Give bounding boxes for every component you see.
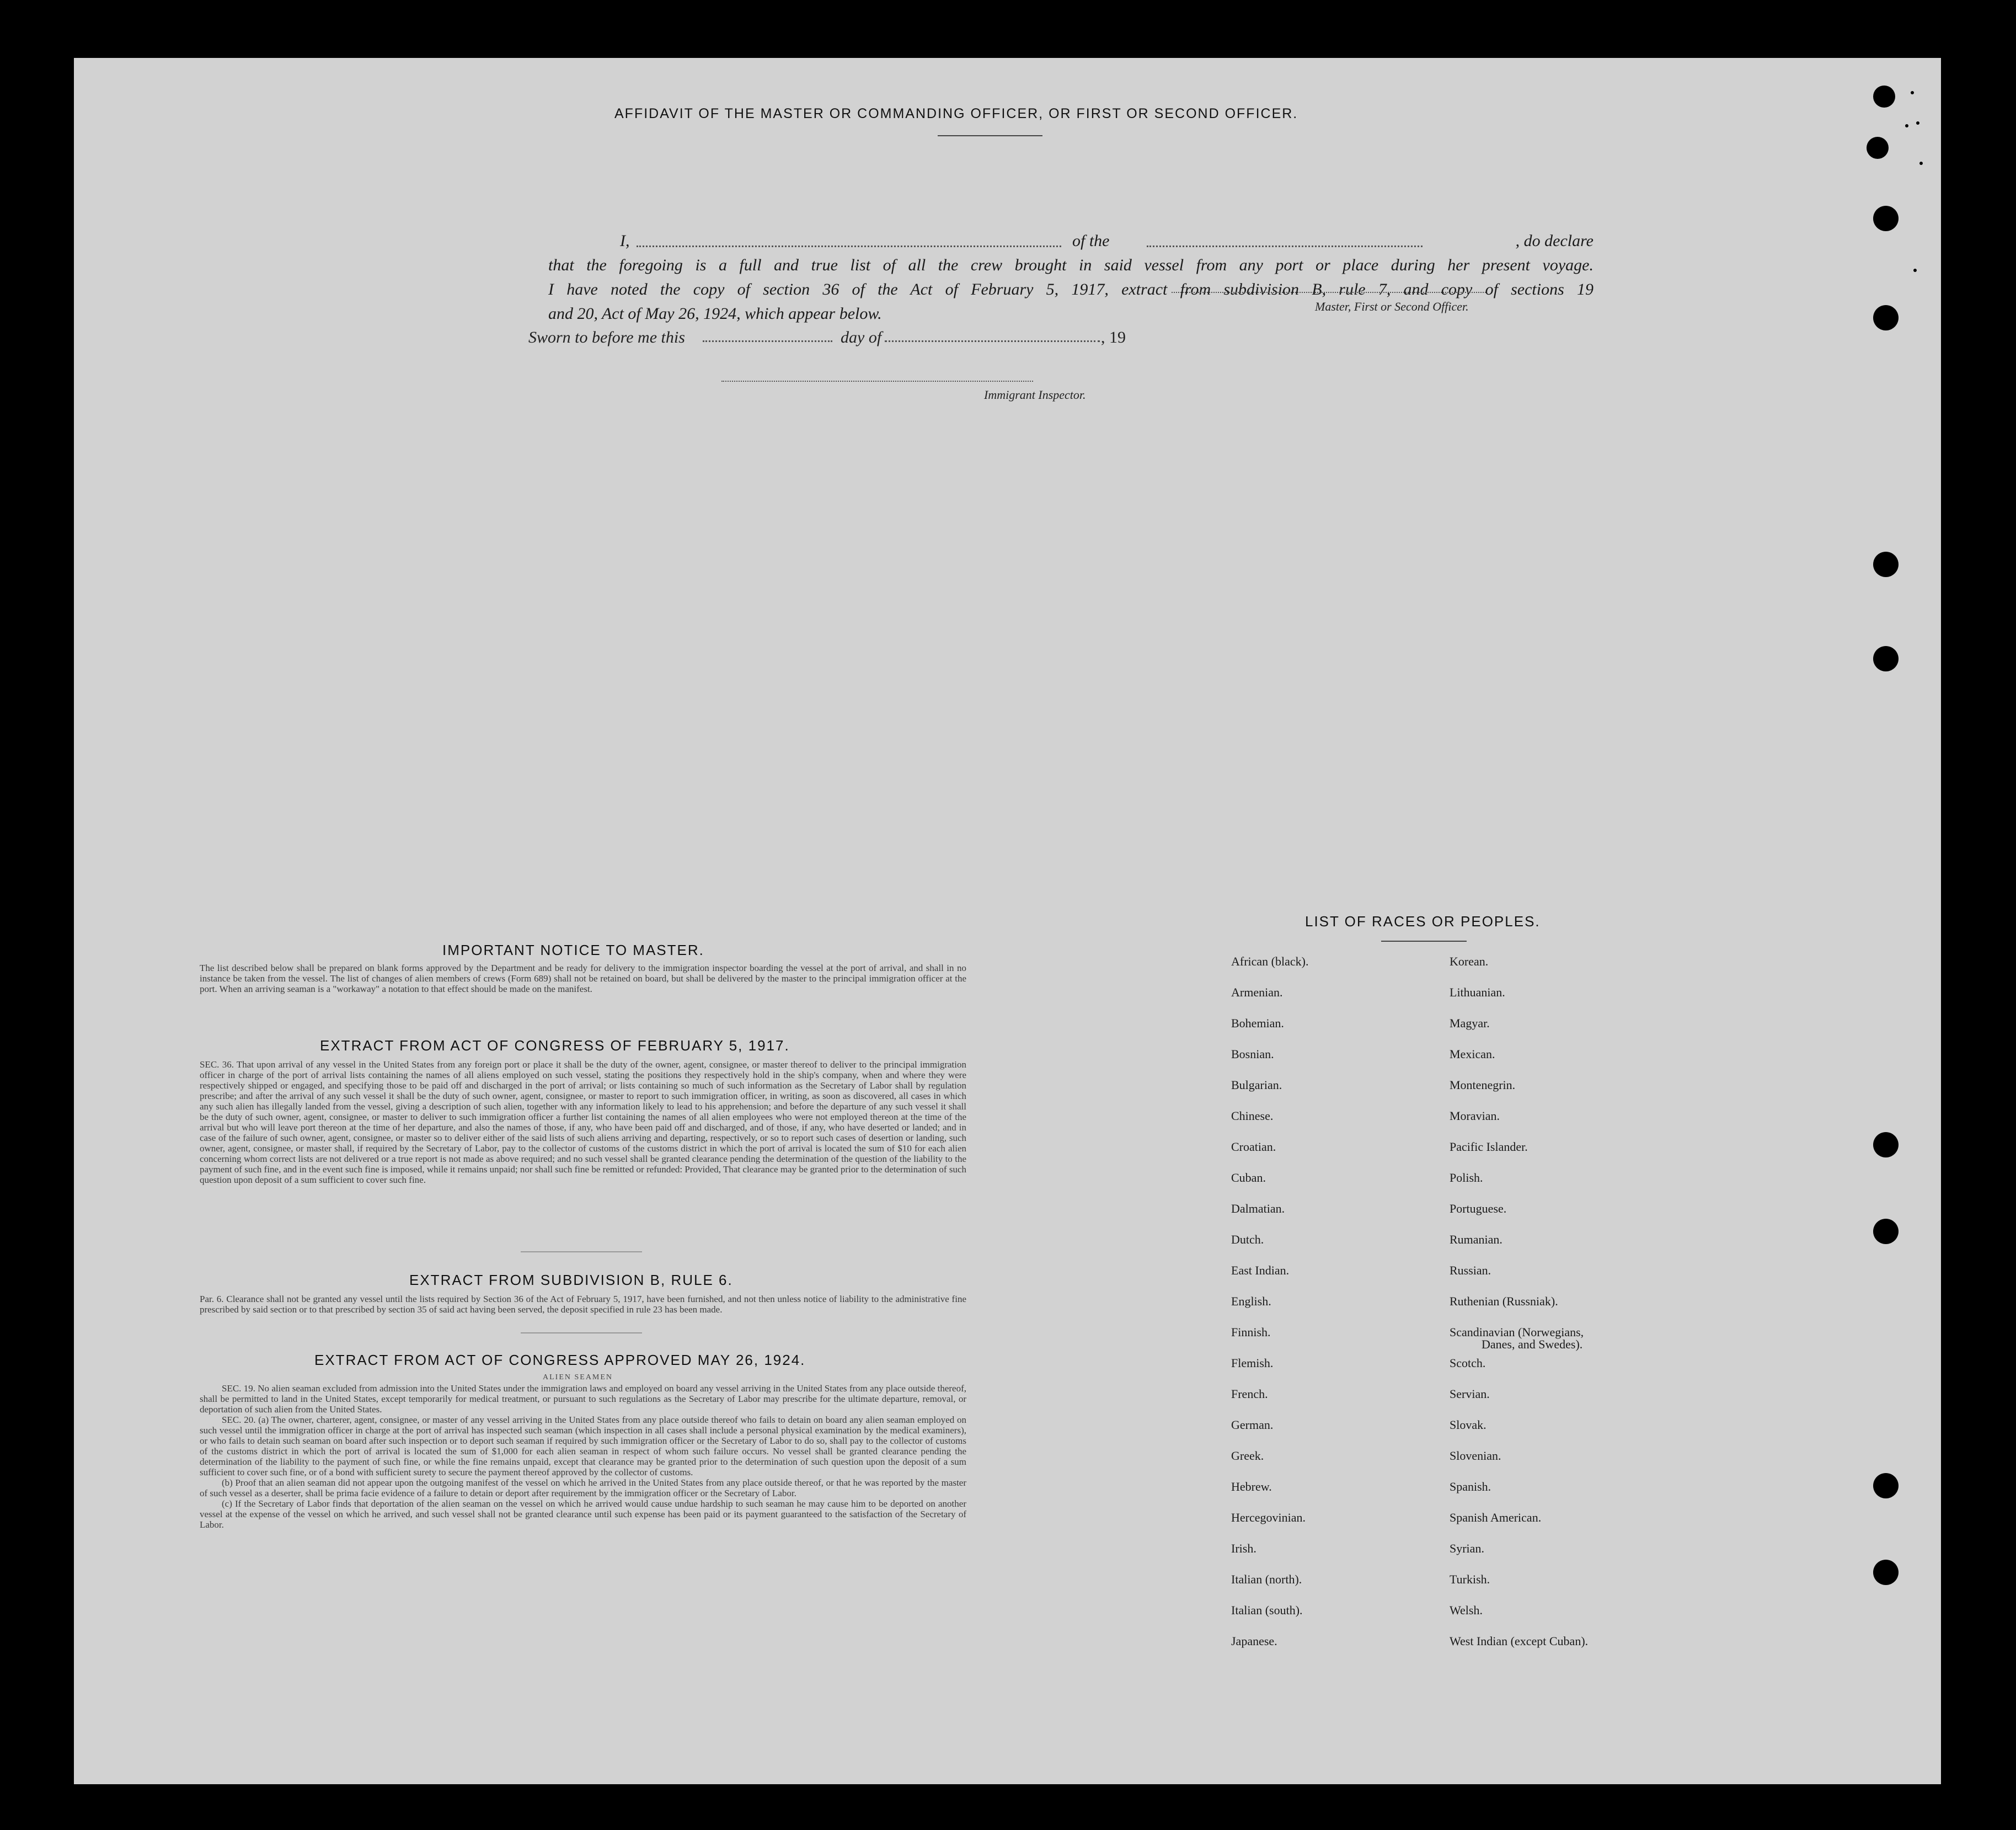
section-divider bbox=[521, 1251, 642, 1252]
affidavit-title: AFFIDAVIT OF THE MASTER OR COMMANDING OFFICER, OR FIRST OR SECOND OFFICER. bbox=[614, 106, 1298, 121]
sworn-day-blank bbox=[703, 340, 832, 342]
title-divider bbox=[938, 135, 1042, 136]
race-item: Magyar. bbox=[1450, 1016, 1490, 1030]
race-item: Danes, and Swedes). bbox=[1482, 1337, 1583, 1351]
i-label: I, bbox=[620, 232, 630, 250]
sec20b-text: (b) Proof that an alien seaman did not appear upon the outgoing manifest of the vessel on which he arrived in the United States from any place outside thereof, or that he was reported by the master of such vessel as a deserter, shall be prima facie evidence of a failure to detain or deport after requirement by the immigration officer or the Secretary of Labor. bbox=[200, 1477, 966, 1498]
master-signature-caption: Master, First or Second Officer. bbox=[1315, 300, 1469, 313]
race-item: Slovenian. bbox=[1450, 1449, 1501, 1463]
race-item: German. bbox=[1231, 1418, 1274, 1432]
race-item: Spanish American. bbox=[1450, 1511, 1542, 1524]
punch-hole bbox=[1873, 1473, 1899, 1498]
sec20a-text: SEC. 20. (a) The owner, charterer, agent, consignee, or master of any vessel arriving in the United States from any place outside thereof who fails to detain on board any alien seaman employed on such vessel until the immigration officer in charge at the port of arrival has inspected such seaman (which inspection in all cases shall include a personal physical examination by the medical examiners), or who fails to detain such seaman on board after such inspection or to deport such seaman if required by such immigration officer or the Secretary of Labor to do so, shall pay to the collector of customs of the customs district in which the port of arrival is located the sum of $1,000 for each alien seaman in respect of whom such failure occurs. No vessel shall be granted clearance pending the determination of the liability to the payment of such fine, or while the fine remains unpaid, except that clearance may be granted prior to the determination of such question upon the deposit of a sum sufficient to cover such fine, or of a bond with sufficient surety to secure the payment thereof approved by the collector of customs. bbox=[200, 1415, 966, 1477]
race-item: Dalmatian. bbox=[1231, 1202, 1285, 1215]
race-item: Bulgarian. bbox=[1231, 1078, 1282, 1092]
races-title: LIST OF RACES OR PEOPLES. bbox=[1305, 913, 1541, 930]
race-item: Pacific Islander. bbox=[1450, 1140, 1528, 1154]
race-item: Polish. bbox=[1450, 1171, 1483, 1185]
sec20c-text: (c) If the Secretary of Labor finds that deportation of the alien seaman on the vessel on which he arrived would cause undue hardship to such seaman he may cause him to be deported on another vessel at the expense of the vessel on which he arrived, and such vessel shall not be granted clearance until such expense has been paid or its payment guaranteed to the satisfaction of the Secretary of Labor. bbox=[200, 1498, 966, 1530]
section-divider-2 bbox=[521, 1332, 642, 1333]
race-item: French. bbox=[1231, 1387, 1268, 1401]
sec19-text: SEC. 19. No alien seaman excluded from admission into the United States under the immigration laws and employed on board any vessel arriving in the United States from any place outside thereof, shall be permitted to land in the United States, except temporarily for medical treatment, or pursuant to such regulations as the Secretary of Labor may prescribe for the ultimate departure, removal, or deportation of such alien from the United States. bbox=[200, 1383, 966, 1415]
race-item: Korean. bbox=[1450, 954, 1489, 968]
race-item: Turkish. bbox=[1450, 1572, 1490, 1586]
day-of-label: day of bbox=[841, 328, 882, 346]
speck bbox=[1911, 91, 1914, 94]
race-item: Spanish. bbox=[1450, 1480, 1491, 1493]
notice-title: IMPORTANT NOTICE TO MASTER. bbox=[442, 942, 704, 958]
race-item: Scandinavian (Norwegians, bbox=[1450, 1325, 1584, 1339]
race-item: Servian. bbox=[1450, 1387, 1490, 1401]
affidavit-line-2: that the foregoing is a full and true list of all the crew brought in said vessel from any port or place during her present voyage. bbox=[548, 256, 1593, 274]
rule6-title: EXTRACT FROM SUBDIVISION B, RULE 6. bbox=[409, 1272, 733, 1288]
vessel-blank bbox=[1147, 246, 1423, 247]
speck bbox=[1919, 162, 1923, 165]
race-item: African (black). bbox=[1231, 954, 1309, 968]
sworn-label: Sworn to before me this bbox=[528, 328, 685, 346]
punch-hole bbox=[1873, 86, 1895, 108]
race-item: Hercegovinian. bbox=[1231, 1511, 1306, 1524]
race-item: Finnish. bbox=[1231, 1325, 1271, 1339]
punch-hole bbox=[1873, 206, 1899, 231]
race-item: Montenegrin. bbox=[1450, 1078, 1516, 1092]
alien-seamen-subtitle: ALIEN SEAMEN bbox=[543, 1373, 613, 1381]
speck bbox=[1905, 124, 1908, 127]
declare-line bbox=[548, 229, 1593, 253]
race-item: Japanese. bbox=[1231, 1634, 1277, 1648]
race-item: Cuban. bbox=[1231, 1171, 1266, 1185]
declare-label: , do declare bbox=[1515, 232, 1593, 250]
race-item: Italian (south). bbox=[1231, 1603, 1303, 1617]
race-item: Croatian. bbox=[1231, 1140, 1276, 1154]
affidavit-line-3: I have noted the copy of section 36 of the Act of February 5, 1917, extract from subdivision B, rule 7, and copy of sections 19 bbox=[548, 280, 1593, 298]
race-item: West Indian (except Cuban). bbox=[1450, 1634, 1589, 1648]
year-label: , 19 bbox=[1101, 328, 1126, 346]
race-item: Dutch. bbox=[1231, 1233, 1264, 1246]
punch-hole bbox=[1873, 1219, 1899, 1244]
race-item: English. bbox=[1231, 1294, 1271, 1308]
race-item: Irish. bbox=[1231, 1541, 1256, 1555]
punch-hole bbox=[1873, 552, 1899, 577]
race-item: East Indian. bbox=[1231, 1263, 1290, 1277]
race-item: Welsh. bbox=[1450, 1603, 1483, 1617]
race-item: Portuguese. bbox=[1450, 1202, 1507, 1215]
race-item: Rumanian. bbox=[1450, 1233, 1502, 1246]
extract-1924-body bbox=[200, 1383, 966, 1530]
extract-1917-body: SEC. 36. That upon arrival of any vessel in the United States from any foreign port or place it shall be the duty of the owner, agent, consignee, or master thereof to deliver to the principal immigration officer in charge of the port of arrival lists containing the names of all aliens employed on such vessel, stating the positions they respectively hold in the ship's company, when and where they were respectively shipped or engaged, and specifying those to be paid off and discharged in the port of arrival; or lists containing so much of such information as the Secretary of Labor shall by regulation prescribe; and after the arrival of any such vessel it shall be the duty of such owner, agent, consignee, or master to report to such immigration officer, in writing, as soon as discovered, all cases in which any such alien has illegally landed from the vessel, giving a description of such alien, together with any information likely to lead to his apprehension; and before the departure of any such vessel it shall be the duty of such owner, agent, consignee, or master to deliver to such immigration officer a further list containing the names of all alien employees who were not employed thereon at the time of the arrival but who will leave port thereon at the time of her departure, and also the names of those, if any, who have been paid off and discharged, and of those, if any, who have deserted or landed; and in case of the failure of such owner, agent, consignee, or master so to deliver either of the said lists of such aliens arriving and departing, respectively, or so to report such cases of desertion or landing, such owner, agent, consignee, or master shall, if required by the Secretary of Labor, pay to the collector of customs of the customs district in which the port of arrival is located the sum of $10 for each alien concerning whom correct lists are not delivered or a true report is not made as above required; and no such vessel shall be granted clearance pending the determination of the question of the liability to the payment of such fine, and in the event such fine is imposed, while it remains unpaid; nor shall such fine be remitted or refunded: Provided, That clearance may be granted prior to the determination of such question upon deposit of a sum sufficient to cover such fine. bbox=[200, 1059, 966, 1185]
race-item: Hebrew. bbox=[1231, 1480, 1272, 1493]
race-item: Russian. bbox=[1450, 1263, 1491, 1277]
extract-1924-title: EXTRACT FROM ACT OF CONGRESS APPROVED MAY 26, 1924. bbox=[314, 1352, 806, 1368]
punch-hole bbox=[1873, 1560, 1899, 1585]
rule6-body: Par. 6. Clearance shall not be granted any vessel until the lists required by Section 36 of the Act of February 5, 1917, have been furnished, and not then unless notice of liability to the administrative fine prescribed by said section or to that prescribed by section 35 of said act having been served, the deposit specified in rule 23 has been made. bbox=[200, 1294, 966, 1315]
race-item: Italian (north). bbox=[1231, 1572, 1302, 1586]
race-item: Bosnian. bbox=[1231, 1047, 1274, 1061]
race-item: Scotch. bbox=[1450, 1356, 1486, 1370]
race-item: Armenian. bbox=[1231, 985, 1283, 999]
race-item: Ruthenian (Russniak). bbox=[1450, 1294, 1558, 1308]
master-signature-line bbox=[1172, 292, 1486, 293]
race-item: Syrian. bbox=[1450, 1541, 1484, 1555]
punch-hole bbox=[1867, 137, 1889, 159]
punch-hole bbox=[1873, 646, 1899, 671]
race-item: Moravian. bbox=[1450, 1109, 1500, 1123]
race-item: Flemish. bbox=[1231, 1356, 1274, 1370]
notice-body: The list described below shall be prepared on blank forms approved by the Department and be ready for delivery to the immigration inspector boarding the vessel at the port of arrival, and shall in no instance be taken from the vessel. The list of changes of alien members of crews (Form 689) shall not be retained on board, but shall be delivered by the master to the principal immigration officer at the port. When an arriving seaman is a "workaway" a notation to that effect should be made on the manifest. bbox=[200, 963, 966, 994]
inspector-signature-line bbox=[721, 381, 1033, 382]
extract-1917-title: EXTRACT FROM ACT OF CONGRESS OF FEBRUARY 5, 1917. bbox=[320, 1037, 790, 1054]
race-item: Slovak. bbox=[1450, 1418, 1486, 1432]
punch-hole bbox=[1873, 305, 1899, 330]
affidavit-line-4: and 20, Act of May 26, 1924, which appear below. bbox=[548, 305, 882, 323]
speck bbox=[1913, 269, 1917, 272]
race-item: Mexican. bbox=[1450, 1047, 1495, 1061]
speck bbox=[1916, 121, 1919, 125]
races-divider bbox=[1381, 941, 1467, 942]
race-item: Chinese. bbox=[1231, 1109, 1274, 1123]
name-blank bbox=[637, 246, 1061, 247]
race-item: Bohemian. bbox=[1231, 1016, 1284, 1030]
race-item: Lithuanian. bbox=[1450, 985, 1505, 999]
sworn-month-blank bbox=[885, 340, 1100, 342]
inspector-signature-caption: Immigrant Inspector. bbox=[984, 388, 1086, 402]
of-the-label: of the bbox=[1072, 232, 1110, 250]
document-page bbox=[74, 58, 1941, 1784]
punch-hole bbox=[1873, 1132, 1899, 1157]
race-item: Greek. bbox=[1231, 1449, 1264, 1463]
